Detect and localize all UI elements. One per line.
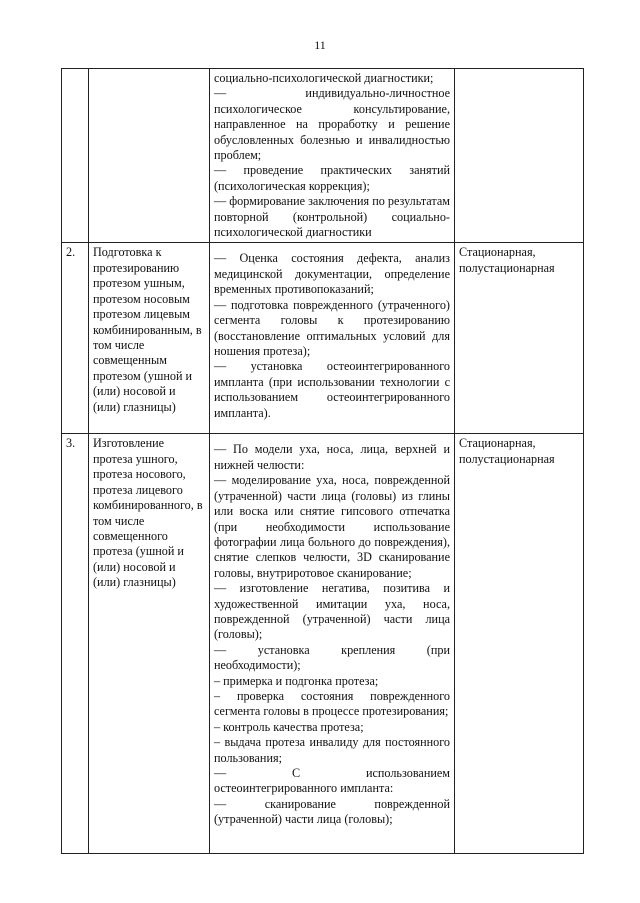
description-line: — сканирование поврежденной (утраченной) части лица (головы); <box>214 796 450 827</box>
description-line: — индивидуально-личностное психологическое консультирование, направленное на проработку и решение обусловленных болезнью и инвалидностью проблем; <box>214 86 450 163</box>
table-row <box>62 69 584 243</box>
description-line: – контроль качества протеза; <box>214 719 364 734</box>
service-conditions: Стационарная, полустационарная <box>455 434 584 854</box>
page-number: 11 <box>314 38 326 52</box>
description-line: – примерка и подгонка протеза; <box>214 673 379 688</box>
service-description <box>210 434 455 854</box>
description-line: — проведение практических занятий (психологическая коррекция); <box>214 163 450 193</box>
service-conditions <box>455 69 584 243</box>
description-line: — формирование заключения по результатам повторной (контрольной) социально-психологической диагностики <box>214 194 450 240</box>
description-line: — установка крепления (при необходимости); <box>214 642 450 673</box>
row-number: 2. <box>62 243 89 434</box>
description-line: – проверка состояния поврежденного сегмента головы в процессе протезирования; <box>214 688 450 719</box>
description-line: — Оценка состояния дефекта, анализ медицинской документации, определение временных противопоказаний; <box>214 251 450 297</box>
description-line: социально-психологической диагностики; <box>214 71 434 85</box>
services-table <box>61 68 584 854</box>
service-description <box>210 69 455 243</box>
description-line: — По модели уха, носа, лица, верхней и нижней челюсти: <box>214 442 450 472</box>
service-conditions: Стационарная, полустационарная <box>455 243 584 434</box>
service-description <box>210 243 455 434</box>
description-line: — подготовка поврежденного (утраченного) сегмента головы к протезированию (восстановление оптимальных условий для ношения протеза); <box>214 297 450 358</box>
description-line: — установка остеоинтегрированного импланта (при использовании технологии с использованием остеоинтегрированного импланта). <box>214 359 450 420</box>
service-name: Изготовление протеза ушного, протеза носового, протеза лицевого комбинированного, в том числе совмещенного протеза (ушной и (или) носовой и (или) глазницы) <box>89 434 210 854</box>
description-line: — моделирование уха, носа, поврежденной (утраченной) части лица (головы) из глины или воска или снятие гипсового отпечатка (при необходимости использование фотографии лица больного до повреждения), снятие слепков челюсти, 3D сканирование головы, внутриротовое сканирование; <box>214 473 450 580</box>
table-row <box>62 243 584 434</box>
description-line: – выдача протеза инвалиду для постоянного пользования; <box>214 735 450 765</box>
service-name: Подготовка к протезированию протезом ушным, протезом носовым протезом лицевым комбинированным, в том числе совмещенным протезом (ушной и (или) носовой и (или) глазницы) <box>89 243 210 434</box>
row-number: 3. <box>62 434 89 854</box>
table-row <box>62 434 584 854</box>
description-line: — изготовление негатива, позитива и художественной имитации уха, носа, поврежденной (утраченной) части лица (головы); <box>214 581 450 642</box>
service-name <box>89 69 210 243</box>
description-line: — С использованием остеоинтегрированного импланта: <box>214 766 450 796</box>
row-number <box>62 69 89 243</box>
